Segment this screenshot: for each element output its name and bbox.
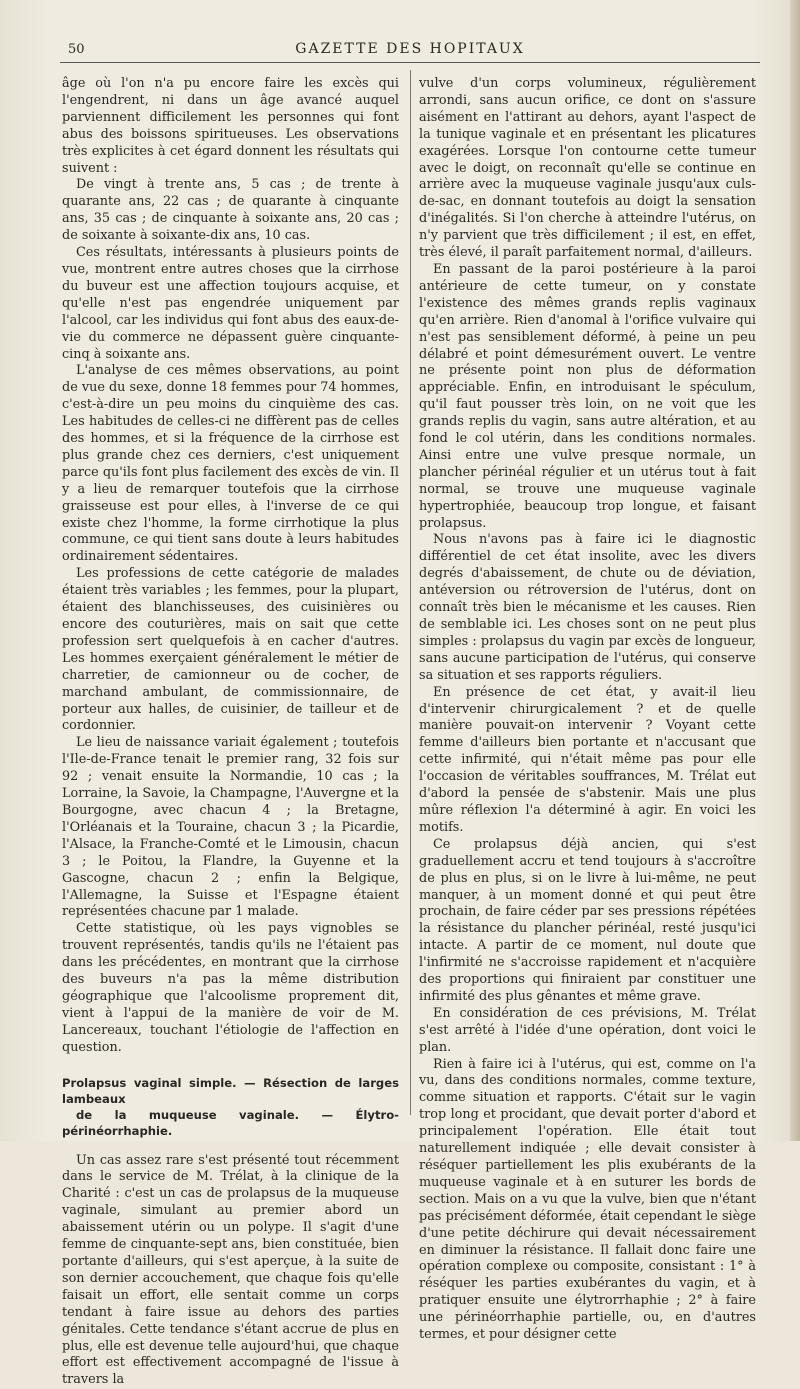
- left-column: [62, 76, 399, 1389]
- paragraph: vulve d'un corps volumineux, régulièrement arrondi, sans aucun orifice, ce dont on s'assure aisément en l'attirant au dehors, ayant l'aspect de la tunique vaginale et en présentant les plicatures exagérées. Lorsque l'on contourne cette tumeur avec le doigt, on reconnaît qu'elle se continue en arrière avec la muqueuse vaginale jusqu'aux culs-de-sac, en donnant toutefois au doigt la sensation d'inégalités. Si l'on cherche à atteindre l'utérus, on n'y parvient que très difficilement ; il est, en effet, très élevé, il paraît parfaitement normal, d'ailleurs.: [419, 76, 756, 261]
- paragraph: Le lieu de naissance variait également ; toutefois l'Ile-de-France tenait le premier rang, 32 fois sur 92 ; venait ensuite la Normandie, 10 cas ; la Lorraine, la Savoie, la Champagne, l'Auvergne et la Bourgogne, avec chacun 4 ; la Bretagne, l'Orléanais et la Touraine, chacun 3 ; la Picardie, l'Alsace, la Franche-Comté et le Limousin, chacun 3 ; le Poitou, la Flandre, la Guyenne et la Gascogne, chacun 2 ; enfin la Belgique, l'Allemagne, la Suisse et l'Espagne étaient représentées chacune par 1 malade.: [62, 735, 399, 920]
- page-number: 50: [68, 42, 85, 57]
- section-heading-line: Prolapsus vaginal simple. — Résection de larges lambeaux: [62, 1075, 399, 1106]
- journal-title: GAZETTE DES HOPITAUX: [295, 41, 525, 57]
- paragraph: Rien à faire ici à l'utérus, qui est, comme on l'a vu, dans des conditions normales, comme texture, comme situation et rapports. C'était sur le vagin trop long et procidant, que devait porter d'abord et principalement l'opération. Elle était tout naturellement indiquée ; elle devait consister à réséquer partiellement les plis exubérants de la muqueuse vaginale et à en suturer les bords de section. Mais on a vu que la vulve, bien que n'étant pas précisément déformée, était cependant le siège d'une petite déchirure qui devait nécessairement en diminuer la résistance. Il fallait donc faire une opération complexe ou composite, consistant : 1° à réséquer les parties exubérantes du vagin, et à pratiquer ensuite une élytrorrhaphie ; 2° à faire une périnéorrhaphie partielle, ou, en d'autres termes, et pour désigner cette: [419, 1056, 756, 1343]
- paragraph: En passant de la paroi postérieure à la paroi antérieure de cette tumeur, on y constate l'existence des mêmes grands replis vaginaux qu'en arrière. Rien d'anomal à l'orifice vulvaire qui n'est pas sensiblement déformé, à peine un peu délabré et point démesurément ouvert. Le ventre ne présente point non plus de déformation appréciable. Enfin, en introduisant le spéculum, qu'il faut pousser très loin, on ne voit que les grands replis du vagin, sans autre altération, et au fond le col utérin, dans les conditions normales. Ainsi entre une vulve presque normale, un plancher périnéal régulier et un utérus tout à fait normal, se trouve une muqueuse vaginale hypertrophiée, beaucoup trop longue, et faisant prolapsus.: [419, 261, 756, 531]
- paragraph: Un cas assez rare s'est présenté tout récemment dans le service de M. Trélat, à la clinique de la Charité : c'est un cas de prolapsus de la muqueuse vaginale, simulant au premier abord un abaissement utérin ou un polype. Il s'agit d'une femme de cinquante-sept ans, bien constituée, bien portante d'ailleurs, qui s'est aperçue, à la suite de son dernier accouchement, que chaque fois qu'elle faisait un effort, elle sentait comme un corps tendant à faire issue au dehors des parties génitales. Cette tendance s'étant accrue de plus en plus, elle est devenue telle aujourd'hui, que chaque effort est effectivement accompagné de l'issue à travers la: [62, 1152, 399, 1388]
- section-heading-subline: de la muqueuse vaginale. — Élytro-périnéorrhaphie.: [62, 1107, 399, 1138]
- paragraph: En considération de ces prévisions, M. Trélat s'est arrêté à l'idée d'une opération, dont voici le plan.: [419, 1005, 756, 1055]
- page-header: [60, 38, 760, 63]
- page-edge: [790, 0, 800, 1141]
- paragraph: âge où l'on n'a pu encore faire les excès qui l'engendrent, ni dans un âge avancé auquel parviennent difficilement les personnes qui font abus des boissons spiritueuses. Les observations très explicites à cet égard donnent les résultats qui suivent :: [62, 76, 399, 176]
- paragraph: Nous n'avons pas à faire ici le diagnostic différentiel de cet état insolite, avec les divers degrés d'abaissement, de chute ou de déviation, antéversion ou rétroversion de l'utérus, dont on connaît très bien le mécanisme et les causes. Rien de semblable ici. Les choses sont on ne peut plus simples : prolapsus du vagin par excès de longueur, sans aucune participation de l'utérus, qui conserve sa situation et ses rapports réguliers.: [419, 532, 756, 683]
- paragraph: L'analyse de ces mêmes observations, au point de vue du sexe, donne 18 femmes pour 74 hommes, c'est-à-dire un peu moins du cinquième des cas. Les habitudes de celles-ci ne diffèrent pas de celles des hommes, et si la fréquence de la cirrhose est plus grande chez ces derniers, c'est uniquement parce qu'ils font plus facilement des excès de vin. Il y a lieu de remarquer toutefois que la cirrhose graisseuse est pour elles, à l'inverse de ce qui existe chez l'homme, la forme cirrhotique la plus commune, ce qui tient sans doute à leurs habitudes ordinairement sédentaires.: [62, 363, 399, 565]
- paragraph: Cette statistique, où les pays vignobles se trouvent représentés, tandis qu'ils ne l'étaient pas dans les précédentes, en montrant que la cirrhose des buveurs n'a pas la même distribution géographique que l'alcoolisme proprement dit, vient à l'appui de la manière de voir de M. Lancereaux, touchant l'étiologie de l'affection en question.: [62, 921, 399, 1055]
- column-divider: [410, 70, 411, 1115]
- paragraph: Ce prolapsus déjà ancien, qui s'est graduellement accru et tend toujours à s'accroître de plus en plus, si on le livre à lui-même, ne peut manquer, à un moment donné et qui peut être prochain, de faire céder par ses pressions répétées la résistance du plancher périnéal, resté jusqu'ici intacte. A partir de ce moment, nul doute que l'infirmité ne s'accroisse rapidement et n'acquière des proportions qui finiraient par constituer une infirmité des plus gênantes et même grave.: [419, 836, 756, 1004]
- paragraph: Ces résultats, intéressants à plusieurs points de vue, montrent entre autres choses que la cirrhose du buveur est une affection toujours acquise, et qu'elle n'est pas engendrée uniquement par l'alcool, car les individus qui font abus des eaux-de-vie du commerce ne dépassent guère cinquante-cinq à soixante ans.: [62, 245, 399, 362]
- paragraph: En présence de cet état, y avait-il lieu d'intervenir chirurgicalement ? et de quelle manière pouvait-on intervenir ? Voyant cette femme d'ailleurs bien portante et n'accusant que cette infirmité, qui n'était même pas pour elle l'occasion de véritables souffrances, M. Trélat eut d'abord la pensée de s'abstenir. Mais une plus mûre réflexion l'a déterminé à agir. En voici les motifs.: [419, 684, 756, 835]
- paragraph: De vingt à trente ans, 5 cas ; de trente à quarante ans, 22 cas ; de quarante à cinquante ans, 35 cas ; de cinquante à soixante ans, 20 cas ; de soixante à soixante-dix ans, 10 cas.: [62, 177, 399, 244]
- section-heading: [62, 1075, 399, 1139]
- paragraph: Les professions de cette catégorie de malades étaient très variables ; les femmes, pour la plupart, étaient des blanchisseuses, des cuisinières ou encore des couturières, mais on sait que cette profession sert quelquefois à en cacher d'autres. Les hommes exerçaient généralement le métier de charretier, de camionneur ou de cocher, de marchand ambulant, de commissionnaire, de porteur aux halles, de cuisinier, de tailleur et de cordonnier.: [62, 566, 399, 734]
- right-column: [419, 76, 756, 1344]
